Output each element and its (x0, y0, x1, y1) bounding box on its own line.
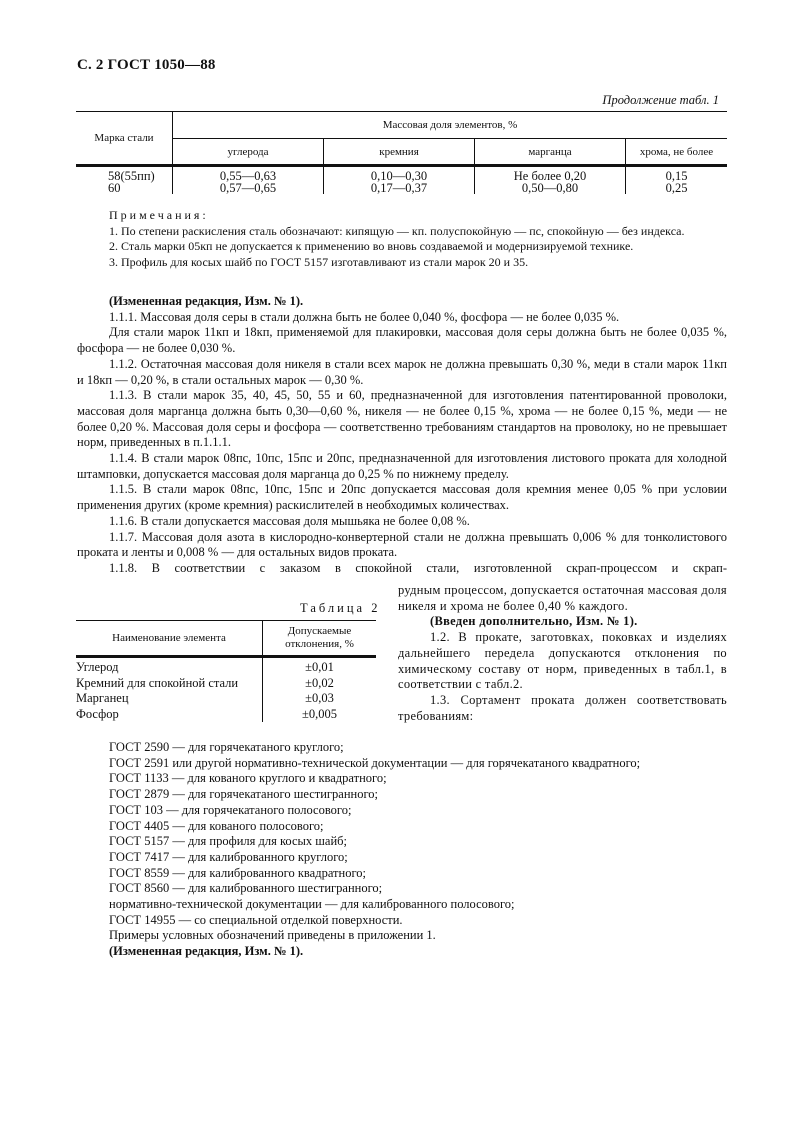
clause-1-2: 1.2. В прокате, заготовках, поковках и изделиях дальнейшего передела допускаются отклонения по химическому составу от норм, приведенных в табл.1, в соответствии с табл.2. (398, 630, 727, 692)
standard-item: ГОСТ 8560 — для калиброванного шестигранного; (109, 881, 383, 896)
clause-1-1-7: 1.1.7. Массовая доля азота в кислородно-конвертерной стали не должна превышать 0,006 % для тонколистового проката и ленты и 0,008 % — для остальных видов проката. (77, 529, 727, 560)
cell-carbon: 0,55—0,63 (173, 166, 324, 183)
table-row (76, 182, 727, 194)
deviation-table (76, 620, 376, 722)
column-group-header: Массовая доля элементов, % (173, 112, 728, 139)
standard-item: ГОСТ 7417 — для калиброванного круглого; (109, 849, 348, 864)
column-header-manganese: марганца (475, 139, 626, 166)
clause-1-1-5: 1.1.5. В стали марок 08пс, 10пс, 15пс и 20пс допускается массовая доля кремния менее 0,05 % при условии применения других (кроме кремния) раскислителей в необходимых количествах. (77, 482, 727, 513)
clause-1-1-8-cont: рудным процессом, допускается остаточная массовая доля никеля и хрома не более 0,40 % каждого. (398, 583, 727, 613)
column-header-element: Наименование элемента (76, 621, 263, 657)
clause-1-1-3: 1.1.3. В стали марок 35, 40, 45, 50, 55 и 60, предназначенной для изготовления патентированной проволоки, массовая доля марганца должна быть 0,30—0,60 %, никеля — не более 0,15 %, хрома — не более 0,15 %, меди — не более 0,20 %. Массовая доля серы и фосфора — соответственно требованиям стандартов на проволоку, но не превышает норм, приведенных в п.1.1.1. (77, 388, 727, 450)
right-column-text (398, 583, 727, 724)
examples-note: Примеры условных обозначений приведены в приложении 1. (109, 928, 436, 943)
cell-element: Фосфор (76, 706, 119, 721)
standard-item: ГОСТ 1133 — для кованого круглого и квадратного; (109, 771, 387, 786)
cell-deviation: ±0,005 (263, 707, 377, 723)
chemical-composition-table (76, 111, 727, 194)
cell-carbon: 0,57—0,65 (173, 182, 324, 194)
table-row (76, 657, 376, 676)
note-item: 1. По степени раскисления сталь обозначают: кипящую — кп. полуспокойную — пс, спокойную — без индекса. (109, 223, 685, 238)
cell-grade: 60 (108, 181, 121, 195)
note-item: 3. Профиль для косых шайб по ГОСТ 5157 изготавливают из стали марок 20 и 35. (109, 254, 529, 269)
cell-grade: 58(55пп) (108, 169, 155, 183)
table-row (76, 691, 376, 707)
amendment-note: (Измененная редакция, Изм. № 1). (109, 944, 304, 959)
table-continuation-label: Продолжение табл. 1 (602, 93, 719, 107)
page-title: С. 2 ГОСТ 1050—88 (77, 57, 216, 73)
cell-element: Кремний для спокойной стали (76, 675, 239, 690)
cell-deviation: ±0,01 (263, 657, 377, 676)
clause-1-1-1-cont: Для стали марок 11кп и 18кп, применяемой для плакировки, массовая доля серы должна быть не более 0,035 %, фосфора — не более 0,030 %. (77, 325, 727, 356)
cell-element: Углерод (76, 660, 119, 674)
clause-1-3: 1.3. Сортамент проката должен соответствовать требованиям: (398, 692, 727, 723)
notes-section (77, 208, 727, 270)
cell-element: Марганец (76, 691, 129, 705)
standard-item: ГОСТ 103 — для горячекатаного полосового; (109, 802, 352, 817)
cell-chromium: 0,15 (626, 166, 728, 183)
standard-item: ГОСТ 2590 — для горячекатаного круглого; (109, 740, 344, 754)
standard-item: ГОСТ 8559 — для калиброванного квадратного; (109, 865, 366, 880)
cell-manganese: 0,50—0,80 (475, 182, 626, 194)
introduced-note: (Введен дополнительно, Изм. № 1). (430, 614, 638, 629)
column-header-grade: Марка стали (76, 112, 173, 166)
clause-1-1-8: 1.1.8. В соответствии с заказом в спокойной стали, изготовленной скрап-процессом и скрап- (109, 560, 727, 575)
table2-caption: Таблица 2 (300, 601, 381, 615)
column-header-deviation: Допускаемые отклонения, % (263, 621, 377, 657)
table-row (76, 166, 727, 183)
standards-list (77, 740, 727, 960)
amendment-note: (Измененная редакция, Изм. № 1). (109, 294, 304, 308)
cell-chromium: 0,25 (626, 182, 728, 194)
note-item: 2. Сталь марки 05кп не допускается к применению во вновь создаваемой и модернизируемой технике. (109, 239, 634, 253)
table-row (76, 676, 376, 692)
cell-manganese: Не более 0,20 (475, 166, 626, 183)
column-header-chromium: хрома, не более (626, 139, 728, 166)
table-row (76, 707, 376, 723)
column-header-carbon: углерода (173, 139, 324, 166)
notes-title: Примечания: (109, 208, 209, 222)
standard-item: ГОСТ 2591 или другой нормативно-технической документации — для горячекатаного квадратного; (109, 755, 641, 770)
standard-item: ГОСТ 2879 — для горячекатаного шестигранного; (109, 787, 378, 802)
clause-1-1-1: 1.1.1. Массовая доля серы в стали должна быть не более 0,040 %, фосфора — не более 0,035 %. (109, 309, 620, 324)
standard-item: ГОСТ 14955 — со специальной отделкой поверхности. (109, 912, 403, 927)
standard-item: ГОСТ 5157 — для профиля для косых шайб; (109, 834, 347, 849)
clause-1-1-4: 1.1.4. В стали марок 08пс, 10пс, 15пс и 20пс, предназначенной для изготовления листового проката для холодной штамповки, допускается массовая доля марганца до 0,25 % по нижнему пределу. (77, 451, 727, 481)
clauses-section (77, 294, 727, 577)
standard-item: нормативно-технической документации — для калиброванного полосового; (109, 897, 515, 912)
standard-item: ГОСТ 4405 — для кованого полосового; (109, 818, 324, 833)
cell-deviation: ±0,03 (263, 691, 377, 707)
cell-silicon: 0,17—0,37 (324, 182, 475, 194)
cell-deviation: ±0,02 (263, 676, 377, 692)
column-header-silicon: кремния (324, 139, 475, 166)
clause-1-1-2: 1.1.2. Остаточная массовая доля никеля в стали всех марок не должна превышать 0,30 %, меди в стали марок 11кп и 18кп — 0,20 %, в стали остальных марок — 0,30 %. (77, 356, 727, 387)
clause-1-1-6: 1.1.6. В стали допускается массовая доля мышьяка не более 0,08 %. (109, 513, 470, 528)
cell-silicon: 0,10—0,30 (324, 166, 475, 183)
